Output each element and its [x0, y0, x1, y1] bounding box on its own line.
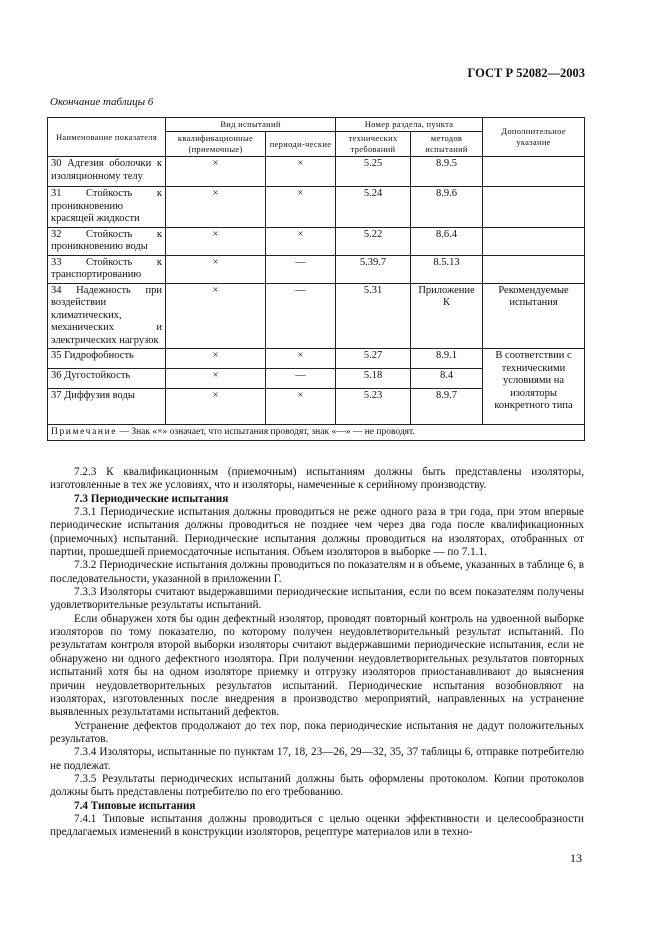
row-periodic-cell: × — [266, 389, 336, 425]
table-row — [48, 255, 585, 283]
table-note — [48, 425, 585, 441]
row-tech-req-cell: 5.27 — [336, 349, 411, 369]
paragraph: 7.3.5 Результаты периодических испытаний должны быть оформлены протоколом. Копии протоколов должны быть представлены потребителю по его требованию. — [50, 772, 584, 799]
table-caption: Окончание таблицы 6 — [50, 96, 154, 108]
section-heading: 7.4 Типовые испытания — [74, 799, 196, 812]
row-additional-cell — [483, 227, 585, 255]
row-qualification-cell: × — [166, 187, 266, 228]
col-head-tech-req: технических требований — [336, 132, 411, 157]
table-row — [48, 187, 585, 228]
row-additional-cell — [483, 187, 585, 228]
row-method-cell: 8.9.6 — [411, 187, 483, 228]
row-name-cell: 31 Стойкость к проникновению красящей жидкости — [48, 187, 166, 228]
paragraph: 7.4.1 Типовые испытания должны проводиться с целью оценки эффективности и целесообразности предлагаемых изменений в конструкции изоляторов, рецептуре материалов или в техно- — [50, 812, 584, 839]
row-tech-req-cell: 5.18 — [336, 369, 411, 389]
row-additional-cell — [483, 157, 585, 187]
row-qualification-cell: × — [166, 227, 266, 255]
row-periodic-cell: — — [266, 255, 336, 283]
row-tech-req-cell: 5.24 — [336, 187, 411, 228]
row-periodic-cell: — — [266, 369, 336, 389]
row-qualification-cell: × — [166, 157, 266, 187]
paragraph: 7.2.3 К квалификационным (приемочным) испытаниям должны быть представлены изоляторы, изготовленные в тех же условиях, что и изоляторы, намеченные к серийному производству. — [50, 466, 584, 492]
row-periodic-cell: × — [266, 187, 336, 228]
col-head-periodic: периоди-ческие — [266, 132, 336, 157]
col-head-indicator: Наименование показателя — [48, 118, 166, 157]
row-additional-cell: Рекомендуемые испытания — [483, 283, 585, 349]
note-label: Примечание — [51, 427, 118, 437]
paragraph: 7.3.1 Периодические испытания должны проводиться не реже одного раза в три года, при этом впервые периодические испытания должны проводиться не позднее чем через два года после квалификационных (приемочных) испытаний. Периодические испытания должны проводиться на изоляторах, отобранных от партии, прошедшей приемосдаточные испытания. Объем изоляторов в выборке — по 7.1.1. — [50, 506, 584, 559]
table-6 — [47, 117, 585, 441]
table-row — [48, 349, 585, 369]
row-additional-cell — [483, 255, 585, 283]
row-tech-req-cell: 5.31 — [336, 283, 411, 349]
row-method-cell: 8.5.13 — [411, 255, 483, 283]
row-qualification-cell: × — [166, 349, 266, 369]
col-head-additional: Дополнительное указание — [483, 118, 585, 157]
row-qualification-cell: × — [166, 389, 266, 425]
body-text — [50, 466, 584, 840]
row-periodic-cell: × — [266, 227, 336, 255]
row-method-cell: Приложение К — [411, 283, 483, 349]
row-method-cell: 8.4 — [411, 369, 483, 389]
row-method-cell: 8.9.5 — [411, 157, 483, 187]
col-head-methods: методов испытаний — [411, 132, 483, 157]
row-periodic-cell: — — [266, 283, 336, 349]
row-name-cell: 35 Гидрофобность — [48, 349, 166, 369]
col-head-section-no: Номер раздела, пункта — [336, 118, 483, 132]
note-text: — Знак «×» означает, что испытания проводят, знак «—» — не проводят. — [117, 427, 415, 437]
section-heading: 7.3 Периодические испытания — [74, 492, 229, 505]
paragraph: 7.3.3 Изоляторы считают выдержавшими периодические испытания, если по всем показателям получены удовлетворительные результаты испытаний. — [50, 586, 584, 612]
standard-header: ГОСТ Р 52082—2003 — [467, 66, 585, 80]
row-tech-req-cell: 5.25 — [336, 157, 411, 187]
row-periodic-cell: × — [266, 349, 336, 369]
row-name-cell: 37 Диффузия воды — [48, 389, 166, 425]
row-tech-req-cell: 5.23 — [336, 389, 411, 425]
table-row — [48, 157, 585, 187]
page-number: 13 — [570, 851, 582, 865]
row-name-cell: 34 Надежность при воздействии климатических, механических и электрических нагрузок — [48, 283, 166, 349]
table-row — [48, 227, 585, 255]
row-qualification-cell: × — [166, 255, 266, 283]
paragraph: Устранение дефектов продолжают до тех пор, пока периодические испытания не дадут положительных результатов. — [50, 719, 584, 745]
col-head-qualification: квалификационные (приемочные) — [166, 132, 266, 157]
row-tech-req-cell: 5.22 — [336, 227, 411, 255]
paragraph: 7.3.2 Периодические испытания должны проводиться по показателям и в объеме, указанных в таблице 6, в последовательности, указанной в приложении Г. — [50, 559, 584, 585]
paragraph: Если обнаружен хотя бы один дефектный изолятор, проводят повторный контроль на удвоенной выборке изоляторов по тому показателю, по которому получен неудовлетворительный результат испытаний. По результатам контроля второй выборки изоляторы считают выдержавшими периодические испытания, если не обнаружено ни одного дефектного изолятора. При получении неудовлетворительных результатов повторных испытаний хотя бы на одном изоляторе приемку и отгрузку изоляторов приостанавливают до выяснения причин неудовлетворительных результатов испытаний. Периодические испытания возобновляют на изоляторах, изготовленных после внедрения в производство мероприятий, направленных на устранение выявленных результатами испытаний дефектов. — [50, 612, 584, 719]
col-head-test-type: Вид испытаний — [166, 118, 336, 132]
row-name-cell: 30 Адгезия оболочки к изоляционному телу — [48, 157, 166, 187]
row-name-cell: 36 Дугостойкость — [48, 369, 166, 389]
row-method-cell: 8.9.1 — [411, 349, 483, 369]
row-name-cell: 33 Стойкость к транспортированию — [48, 255, 166, 283]
row-method-cell: 8.6.4 — [411, 227, 483, 255]
paragraph: 7.3.4 Изоляторы, испытанные по пунктам 17, 18, 23—26, 29—32, 35, 37 таблицы 6, отправке потребителю не подлежат. — [50, 746, 584, 772]
row-qualification-cell: × — [166, 369, 266, 389]
row-periodic-cell: × — [266, 157, 336, 187]
row-name-cell: 32 Стойкость к проникновению воды — [48, 227, 166, 255]
table-row — [48, 283, 585, 349]
row-qualification-cell: × — [166, 283, 266, 349]
additional-merged-cell: В соответствии с техническими условиями на изоляторы конкретного типа — [483, 349, 585, 425]
row-method-cell: 8.9.7 — [411, 389, 483, 425]
row-tech-req-cell: 5.39.7 — [336, 255, 411, 283]
